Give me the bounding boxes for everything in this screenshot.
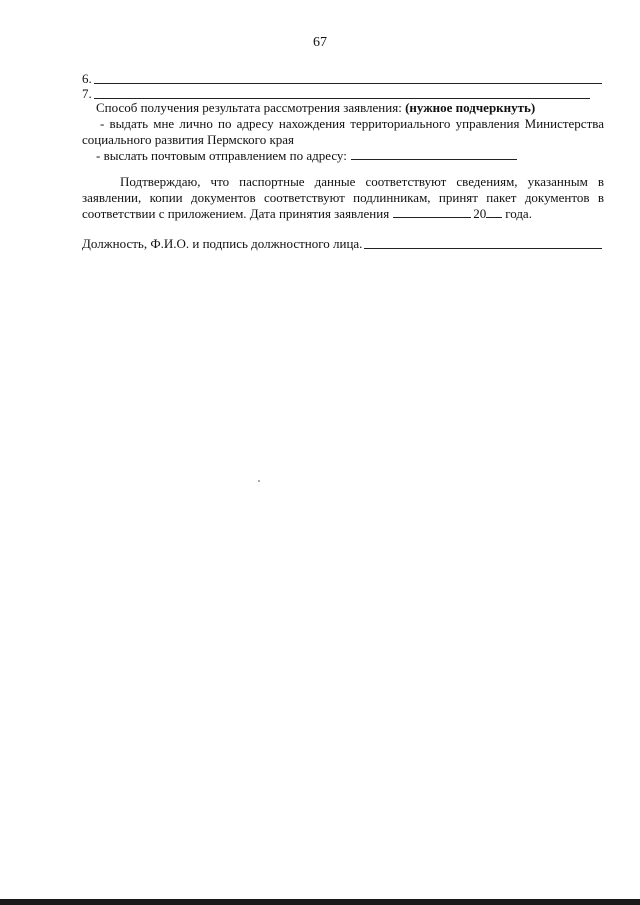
receipt-method-heading (82, 100, 604, 116)
confirmation-paragraph (82, 174, 604, 222)
blank-line-6-rule[interactable] (94, 83, 602, 84)
scan-artifact (258, 480, 260, 482)
official-signature-label: Должность, Ф.И.О. и подпись должностного лица. (82, 236, 363, 251)
receipt-method-heading-emphasis: (нужное подчеркнуть) (405, 100, 536, 115)
page-number: 67 (313, 35, 327, 50)
scan-bottom-edge (0, 899, 640, 905)
confirmation-text: Подтверждаю, что паспортные данные соответствуют сведениям, указанным в заявлении, копии документов соответствуют подлинникам, принят пакет документов в соответствии с приложением. Дата принятия заявления (82, 174, 604, 221)
blank-line-7 (82, 87, 590, 101)
receipt-option-mail-text: - выслать почтовым отправлением по адресу: (96, 148, 347, 163)
acceptance-date-rule[interactable] (393, 217, 471, 218)
blank-line-6-number: 6. (82, 71, 92, 86)
official-signature-line (82, 236, 604, 252)
official-signature-rule[interactable] (364, 248, 602, 249)
acceptance-year-rule[interactable] (486, 217, 502, 218)
mail-address-rule[interactable] (351, 159, 517, 160)
confirmation-year-prefix: 20 (473, 206, 487, 221)
receipt-option-personal (82, 116, 604, 148)
blank-line-7-rule[interactable] (94, 98, 590, 99)
blank-line-6 (82, 72, 602, 86)
blank-line-7-number: 7. (82, 86, 92, 101)
receipt-option-mail (82, 148, 604, 164)
confirmation-year-suffix: года. (505, 206, 532, 221)
receipt-method-heading-text: Способ получения результата рассмотрения заявления: (96, 100, 402, 115)
receipt-option-personal-text: - выдать мне лично по адресу нахождения территориального управления Министерства социального развития Пермского края (82, 116, 604, 147)
